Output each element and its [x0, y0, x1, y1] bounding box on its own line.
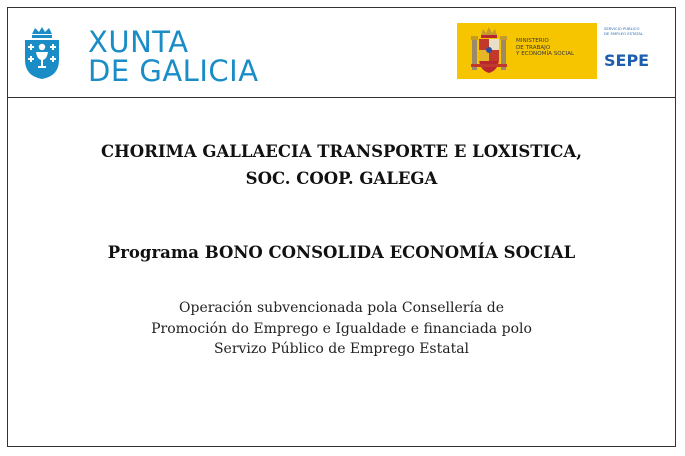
company-line2: SOC. COOP. GALEGA [245, 169, 438, 188]
program-title: Programa BONO CONSOLIDA ECONOMÍA SOCIAL [107, 243, 576, 262]
sepe-small-line2: DE EMPLEO ESTATAL [604, 30, 644, 36]
company-name [8, 138, 675, 192]
xunta-logo [20, 24, 260, 86]
spain-coat-of-arms-icon [471, 26, 507, 76]
xunta-line2: DE GALICIA [88, 54, 259, 88]
ministry-logo [457, 23, 597, 79]
sepe-small-line1: SERVICIO PÚBLICO [604, 26, 640, 31]
ministry-line3: Y ECONOMÍA SOCIAL [516, 51, 575, 58]
funding-description [8, 298, 675, 360]
ministry-line1: MINISTERIO [516, 38, 549, 44]
sepe-name: SEPE [604, 51, 650, 70]
description-line3: Servizo Público de Emprego Estatal [213, 341, 470, 357]
ministry-line2: DE TRABAJO [516, 44, 551, 51]
notice-panel [7, 7, 676, 447]
xunta-line1: XUNTA [88, 25, 189, 59]
header [8, 8, 675, 98]
sepe-logo [602, 23, 658, 79]
description-line2: Promoción do Emprego e Igualdade e financiada polo [151, 320, 532, 337]
company-line1: CHORIMA GALLAECIA TRANSPORTE E LOXISTICA, [101, 142, 582, 161]
description-line1: Operación subvencionada pola Consellería de [179, 300, 504, 316]
galicia-coat-of-arms-icon [22, 26, 62, 80]
